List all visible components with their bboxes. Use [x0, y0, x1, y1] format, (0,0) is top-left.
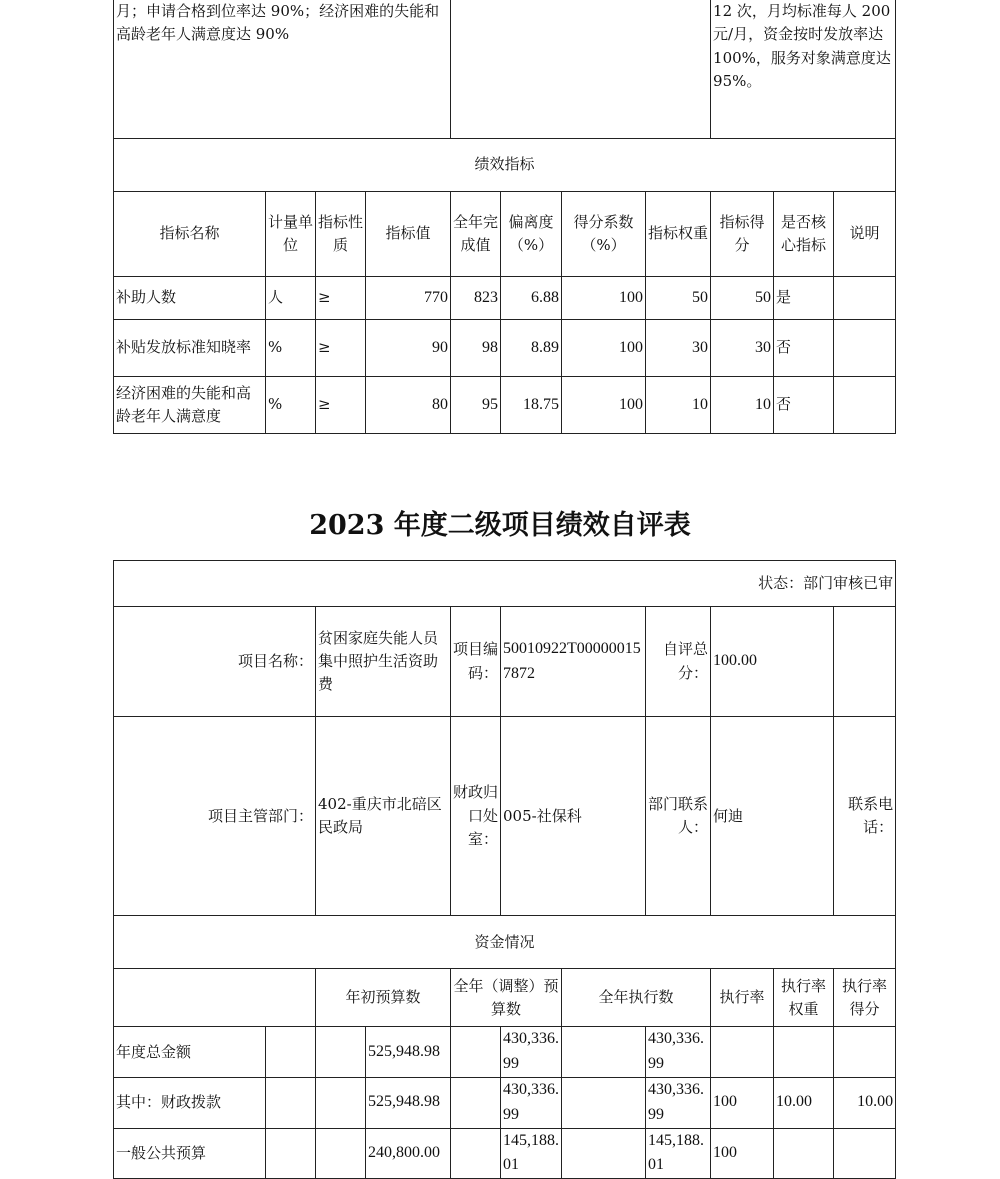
- empty-cell: [316, 1077, 366, 1128]
- project-code-label: 项目编码：: [451, 607, 501, 717]
- indicator-actual: 823: [451, 277, 501, 320]
- empty-cell: [562, 1128, 646, 1179]
- indicator-score: 50: [711, 277, 774, 320]
- fund-rate: 100: [711, 1077, 774, 1128]
- indicator-remark: [834, 320, 896, 377]
- performance-indicator-table: [113, 0, 896, 434]
- project-name-label: 项目名称：: [114, 607, 316, 717]
- indicator-nature: ≥: [316, 377, 366, 434]
- project-code: 50010922T000000157872: [501, 607, 646, 717]
- indicator-unit: %: [266, 377, 316, 434]
- fund-row-label: 其中：财政拨款: [114, 1077, 266, 1128]
- score-label: 自评总分：: [646, 607, 711, 717]
- indicator-score: 10: [711, 377, 774, 434]
- header-target-value: 指标值: [366, 192, 451, 277]
- self-evaluation-table: [113, 560, 896, 1179]
- indicator-remark: [834, 377, 896, 434]
- indicator-target: 770: [366, 277, 451, 320]
- empty-cell: [266, 1077, 316, 1128]
- fund-weight: [774, 1128, 834, 1179]
- indicator-coefficient: 100: [562, 277, 646, 320]
- fund-header-initial: 年初预算数: [316, 969, 451, 1027]
- fund-score: 10.00: [834, 1077, 896, 1128]
- table-row: [114, 377, 896, 434]
- header-coefficient: 得分系数（%）: [562, 192, 646, 277]
- header-core-flag: 是否核心指标: [774, 192, 834, 277]
- empty-cell: [316, 1027, 366, 1078]
- indicator-remark: [834, 277, 896, 320]
- indicator-unit: %: [266, 320, 316, 377]
- empty-cell: [316, 1128, 366, 1179]
- fund-header-rate: 执行率: [711, 969, 774, 1027]
- indicator-weight: 10: [646, 377, 711, 434]
- empty-cell: [451, 1027, 501, 1078]
- indicator-actual: 95: [451, 377, 501, 434]
- fund-adjusted: 430,336.99: [501, 1027, 562, 1078]
- header-remark: 说明: [834, 192, 896, 277]
- empty-cell: [266, 1027, 316, 1078]
- project-name: 贫困家庭失能人员集中照护生活资助费: [316, 607, 451, 717]
- section-title-funds: 资金情况: [114, 916, 896, 969]
- empty-cell: [451, 0, 711, 139]
- indicator-weight: 50: [646, 277, 711, 320]
- total-score: 100.00: [711, 607, 834, 717]
- indicator-actual: 98: [451, 320, 501, 377]
- empty-cell: [451, 1128, 501, 1179]
- indicator-name: 补贴发放标准知晓率: [114, 320, 266, 377]
- table-row: [114, 320, 896, 377]
- fund-initial: 240,800.00: [366, 1128, 451, 1179]
- empty-cell: [562, 1077, 646, 1128]
- finance-label: 财政归口处室：: [451, 717, 501, 916]
- fund-executed: 430,336.99: [646, 1077, 711, 1128]
- header-actual-value: 全年完成值: [451, 192, 501, 277]
- indicator-deviation: 6.88: [501, 277, 562, 320]
- indicator-unit: 人: [266, 277, 316, 320]
- fund-header-weight: 执行率权重: [774, 969, 834, 1027]
- dept-value: 402-重庆市北碚区民政局: [316, 717, 451, 916]
- header-weight: 指标权重: [646, 192, 711, 277]
- dept-label: 项目主管部门：: [114, 717, 316, 916]
- status-text: 状态：部门审核已审: [114, 561, 896, 607]
- page-title: 2023 年度二级项目绩效自评表: [309, 510, 691, 541]
- header-nature: 指标性质: [316, 192, 366, 277]
- indicator-weight: 30: [646, 320, 711, 377]
- indicator-core: 否: [774, 377, 834, 434]
- table-row: [114, 277, 896, 320]
- table-row: [114, 1077, 896, 1128]
- fund-initial: 525,948.98: [366, 1077, 451, 1128]
- indicator-score: 30: [711, 320, 774, 377]
- indicator-core: 是: [774, 277, 834, 320]
- fund-row-label: 年度总金额: [114, 1027, 266, 1078]
- empty-cell: [834, 607, 896, 717]
- continued-output-text: 12 次，月均标准每人 200 元/月，资金按时发放率达 100%，服务对象满意度达 95%。: [711, 0, 896, 139]
- fund-header-adjusted: 全年（调整）预算数: [451, 969, 562, 1027]
- fund-header-score: 执行率得分: [834, 969, 896, 1027]
- indicator-coefficient: 100: [562, 320, 646, 377]
- contact-label: 部门联系人：: [646, 717, 711, 916]
- fund-executed: 145,188.01: [646, 1128, 711, 1179]
- fund-weight: 10.00: [774, 1077, 834, 1128]
- section-title-indicators: 绩效指标: [114, 139, 896, 192]
- empty-cell: [114, 969, 316, 1027]
- empty-cell: [266, 1128, 316, 1179]
- fund-executed: 430,336.99: [646, 1027, 711, 1078]
- indicator-target: 80: [366, 377, 451, 434]
- continued-target-text: 月；申请合格到位率达 90%；经济困难的失能和高龄老年人满意度达 90%: [114, 0, 451, 139]
- indicator-nature: ≥: [316, 320, 366, 377]
- phone-label: 联系电话：: [834, 717, 896, 916]
- contact-value: 何迪: [711, 717, 834, 916]
- header-unit: 计量单位: [266, 192, 316, 277]
- fund-row-label: 一般公共预算: [114, 1128, 266, 1179]
- fund-rate: 100: [711, 1128, 774, 1179]
- table-row: [114, 1128, 896, 1179]
- indicator-deviation: 8.89: [501, 320, 562, 377]
- empty-cell: [451, 1077, 501, 1128]
- header-score: 指标得分: [711, 192, 774, 277]
- header-indicator-name: 指标名称: [114, 192, 266, 277]
- empty-cell: [562, 1027, 646, 1078]
- indicator-name: 经济困难的失能和高龄老年人满意度: [114, 377, 266, 434]
- indicator-nature: ≥: [316, 277, 366, 320]
- indicator-name: 补助人数: [114, 277, 266, 320]
- header-deviation: 偏离度（%）: [501, 192, 562, 277]
- indicator-coefficient: 100: [562, 377, 646, 434]
- fund-initial: 525,948.98: [366, 1027, 451, 1078]
- indicator-core: 否: [774, 320, 834, 377]
- finance-value: 005-社保科: [501, 717, 646, 916]
- indicator-target: 90: [366, 320, 451, 377]
- fund-header-executed: 全年执行数: [562, 969, 711, 1027]
- fund-score: [834, 1128, 896, 1179]
- table-row: [114, 1027, 896, 1078]
- fund-weight: [774, 1027, 834, 1078]
- fund-adjusted: 145,188.01: [501, 1128, 562, 1179]
- fund-score: [834, 1027, 896, 1078]
- indicator-deviation: 18.75: [501, 377, 562, 434]
- fund-adjusted: 430,336.99: [501, 1077, 562, 1128]
- fund-rate: [711, 1027, 774, 1078]
